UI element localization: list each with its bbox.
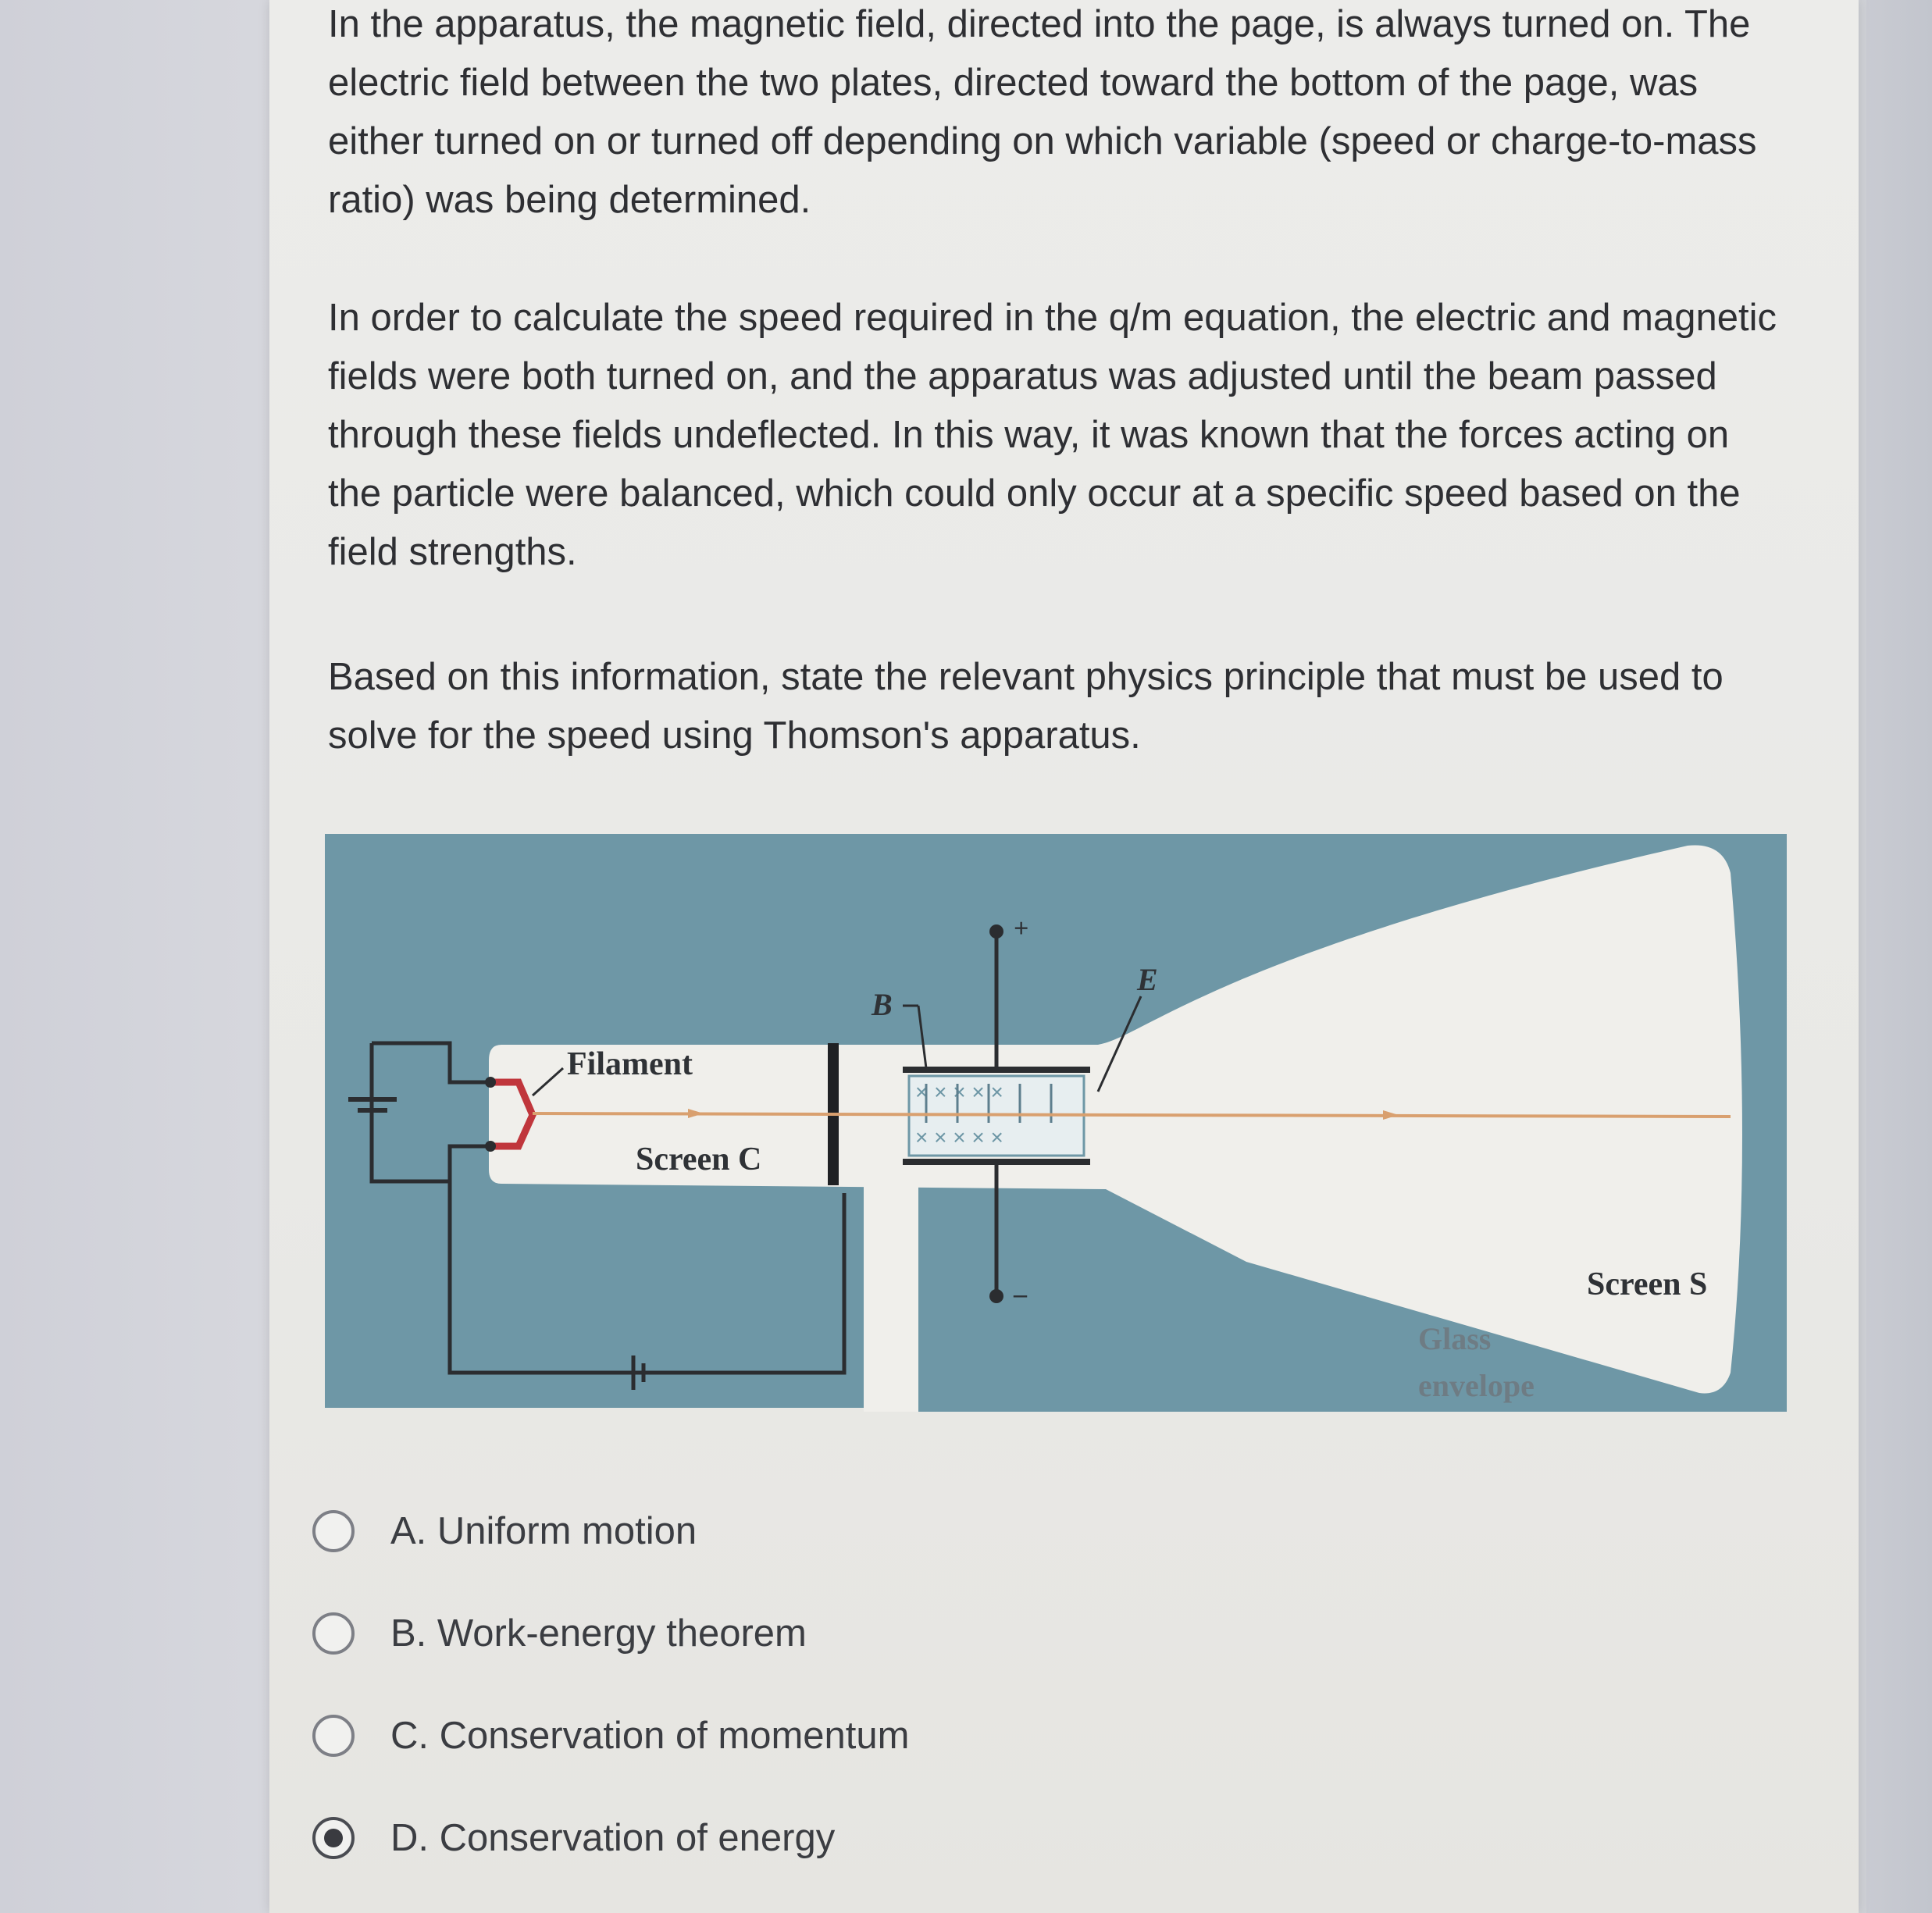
option-d[interactable]	[312, 1787, 1406, 1889]
thomson-apparatus-diagram	[325, 834, 1787, 1412]
svg-text:× × × × ×: × × × × ×	[915, 1080, 1003, 1104]
option-label: B. Work-energy theorem	[390, 1612, 807, 1655]
option-label: C. Conservation of momentum	[390, 1714, 910, 1757]
option-label: D. Conservation of energy	[390, 1816, 836, 1859]
question-paragraph-1: In the apparatus, the magnetic field, directed into the page, is always turned on. The electric field between the two plates, directed toward the bottom of the page, was either turned on or turned off depending on which variable (speed or charge-to-mass ratio) was being determined.	[328, 3, 1757, 221]
background-strip	[1866, 0, 1932, 1913]
screen-s-label: Screen S	[1587, 1266, 1708, 1302]
filament-label: Filament	[567, 1046, 693, 1082]
question-prompt: Based on this information, state the relevant physics principle that must be used to solve for the speed using Thomson's apparatus.	[328, 656, 1723, 757]
tube-gap	[864, 1177, 918, 1412]
plus-label: +	[1014, 914, 1029, 943]
svg-text:× × × × ×: × × × × ×	[915, 1125, 1003, 1149]
answer-options	[312, 1480, 1406, 1889]
minus-label: –	[1014, 1280, 1027, 1309]
radio-button-selected[interactable]	[312, 1817, 355, 1859]
screen-c-label: Screen C	[636, 1142, 762, 1177]
option-b[interactable]	[312, 1582, 1406, 1684]
b-field-label: B	[872, 987, 893, 1022]
radio-button[interactable]	[312, 1715, 355, 1757]
radio-button[interactable]	[312, 1510, 355, 1552]
option-c[interactable]	[312, 1684, 1406, 1787]
glass-label-line2: envelope	[1418, 1368, 1535, 1403]
e-field-label: E	[1137, 962, 1158, 997]
option-a[interactable]	[312, 1480, 1406, 1582]
glass-label-line1: Glass	[1418, 1321, 1492, 1356]
question-paragraph-2: In order to calculate the speed required in the q/m equation, the electric and magnetic fields were both turned on, and the apparatus was adjusted until the beam passed through these fields undeflected. In this way, it was known that the forces acting on the particle were balanced, which could only occur at a specific speed based on the field strengths.	[328, 297, 1777, 573]
option-label: A. Uniform motion	[390, 1509, 697, 1552]
radio-button[interactable]	[312, 1612, 355, 1655]
